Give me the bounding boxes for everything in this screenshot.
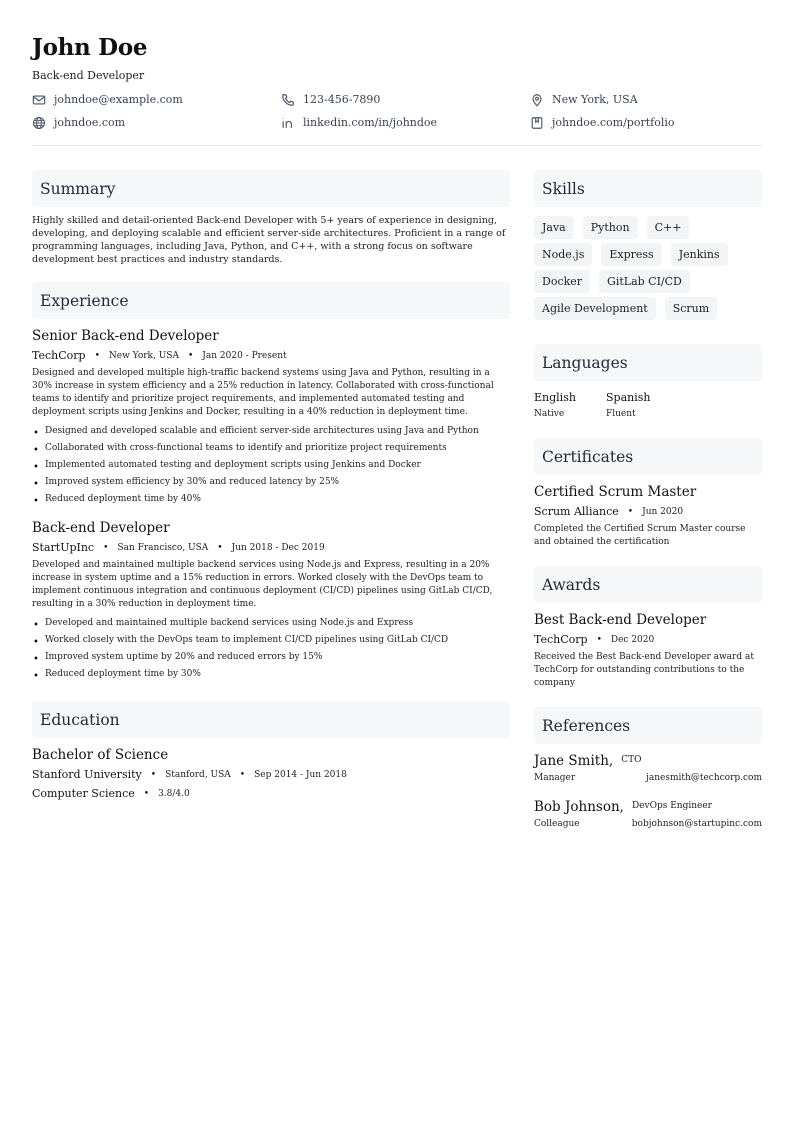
job-entry [32, 327, 510, 508]
section-heading: Languages [534, 344, 762, 381]
reference-email[interactable]: janesmith@techcorp.com [646, 773, 762, 783]
skill-chips [534, 216, 762, 324]
separator-dot: • [143, 789, 150, 799]
job-company: StartUpInc [32, 541, 95, 554]
award-entry [534, 611, 762, 690]
job-entry [32, 519, 510, 683]
separator-dot: • [627, 507, 634, 517]
job-meta [32, 349, 510, 363]
award-description: Received the Best Back-end Developer award at TechCorp for outstanding contributions to the company [534, 652, 754, 688]
list-item: • Reduced deployment time by 40% [32, 491, 510, 508]
job-company: TechCorp [32, 349, 86, 362]
award-issuer: TechCorp [534, 633, 588, 646]
skill-chip: Node.js [534, 243, 592, 266]
skills-section [534, 170, 762, 324]
separator-dot: • [596, 635, 602, 645]
skill-chip: Scrum [665, 297, 717, 320]
section-heading: Certificates [534, 438, 762, 475]
contact-location [530, 92, 762, 107]
award-date: Dec 2020 [610, 635, 655, 645]
job-dates: Jun 2018 - Dec 2019 [231, 543, 325, 553]
language-list [534, 391, 762, 420]
contact-linkedin[interactable] [281, 115, 530, 130]
job-meta [32, 541, 510, 555]
header-divider [32, 145, 762, 146]
side-column [534, 170, 762, 830]
bookmark-icon [530, 116, 544, 130]
certificates-section [534, 438, 762, 549]
section-heading: Experience [32, 282, 510, 319]
language-entry [534, 391, 606, 420]
candidate-title: Back-end Developer [32, 69, 145, 82]
section-heading: Summary [32, 170, 510, 207]
contact-email-text: johndoe@example.com [54, 93, 183, 106]
globe-icon [32, 116, 46, 130]
language-level: Native [534, 409, 565, 419]
reference-details [534, 818, 762, 830]
contact-email[interactable] [32, 92, 281, 107]
reference-name: Bob Johnson, [534, 799, 624, 815]
language-name: Spanish [606, 391, 651, 404]
skill-chip: Agile Development [534, 297, 656, 320]
contact-linkedin-text: linkedin.com/in/johndoe [303, 116, 438, 129]
list-item: • Collaborated with cross-functional teams to identify and prioritize project requirements [32, 440, 510, 457]
education-location: Stanford, USA [165, 770, 231, 780]
section-heading: References [534, 707, 762, 744]
job-title: Senior Back-end Developer [32, 328, 219, 344]
list-item: • Reduced deployment time by 30% [32, 666, 510, 683]
reference-relation: Colleague [534, 819, 580, 829]
certificate-title: Certified Scrum Master [534, 484, 697, 500]
separator-dot: • [103, 543, 109, 553]
reference-header [534, 798, 762, 816]
education-section [32, 701, 510, 801]
main-column [32, 170, 510, 801]
linkedin-icon [281, 116, 295, 130]
skill-chip: GitLab CI/CD [599, 270, 690, 293]
separator-dot: • [217, 543, 223, 553]
summary-section [32, 170, 510, 266]
job-description: Designed and developed multiple high-traffic backend systems using Java and Python, resulting in a 30% increase in system efficiency and a 25% reduction in latency. Collaborated with cross-functional teams to identify and prioritize project requirements, and implemented automated testing and deployment scripts using Jenkins and Docker, resulting in a 40% reduction in deployment time. [32, 368, 494, 417]
education-dates: Sep 2014 - Jun 2018 [254, 770, 347, 780]
references-section [534, 707, 762, 830]
awards-section [534, 566, 762, 690]
job-dates: Jan 2020 - Present [202, 351, 287, 361]
skill-chip: Express [601, 243, 661, 266]
list-item: • Improved system uptime by 20% and reduced errors by 15% [32, 649, 510, 666]
contact-website-text: johndoe.com [54, 116, 126, 129]
education-gpa: 3.8/4.0 [158, 789, 190, 799]
separator-dot: • [239, 770, 246, 780]
contact-phone-text: 123-456-7890 [303, 93, 381, 106]
education-degree: Bachelor of Science [32, 747, 169, 763]
reference-entry [534, 798, 762, 830]
contact-portfolio-text: johndoe.com/portfolio [552, 116, 675, 129]
certificate-entry [534, 483, 762, 549]
reference-role: DevOps Engineer [631, 801, 712, 811]
award-title: Best Back-end Developer [534, 612, 707, 628]
contact-location-text: New York, USA [552, 93, 638, 106]
reference-relation: Manager [534, 773, 576, 783]
award-meta [534, 633, 762, 647]
language-entry [606, 391, 678, 420]
list-item: • Developed and maintained multiple backend services using Node.js and Express [32, 615, 510, 632]
contact-phone[interactable] [281, 92, 530, 107]
job-bullets [32, 615, 510, 683]
section-heading: Awards [534, 566, 762, 603]
contact-website[interactable] [32, 115, 281, 130]
job-location: San Francisco, USA [117, 543, 209, 553]
education-school: Stanford University [32, 768, 142, 781]
certificate-date: Jun 2020 [642, 507, 684, 517]
education-field: Computer Science [32, 787, 135, 800]
languages-section [534, 344, 762, 420]
list-item: • Improved system efficiency by 30% and reduced latency by 25% [32, 474, 510, 491]
skill-chip: C++ [647, 216, 690, 239]
job-title: Back-end Developer [32, 520, 170, 536]
reference-name: Jane Smith, [534, 753, 614, 769]
summary-text: Highly skilled and detail-oriented Back-end Developer with 5+ years of experience in designing, developing, and deploying scalable and efficient server-side architectures. Proficient in a range of programming languages, including Java, Python, and C++, with a strong focus on software development best practices and industry standards. [32, 215, 506, 265]
section-heading: Education [32, 701, 510, 738]
candidate-name: John Doe [32, 34, 148, 61]
list-item: • Designed and developed scalable and efficient server-side architectures using Java and Python [32, 423, 510, 440]
separator-dot: • [94, 351, 100, 361]
experience-section [32, 282, 510, 683]
job-location: New York, USA [108, 351, 179, 361]
resume-page [32, 34, 762, 829]
certificate-description: Completed the Certified Scrum Master course and obtained the certification [534, 524, 746, 547]
education-field-meta [32, 787, 510, 801]
contact-grid [32, 92, 762, 130]
reference-email[interactable]: bobjohnson@startupinc.com [631, 819, 762, 829]
section-heading: Skills [534, 170, 762, 207]
skill-chip: Java [534, 216, 574, 239]
reference-details [534, 772, 762, 784]
language-level: Fluent [606, 409, 636, 419]
education-entry [32, 746, 510, 801]
reference-role: CTO [621, 755, 642, 765]
separator-dot: • [150, 770, 157, 780]
skill-chip: Python [583, 216, 638, 239]
separator-dot: • [187, 351, 194, 361]
resume-header [32, 34, 762, 146]
reference-entry [534, 752, 762, 784]
language-name: English [534, 391, 576, 404]
skill-chip: Jenkins [671, 243, 728, 266]
certificate-issuer: Scrum Alliance [534, 505, 619, 518]
job-bullets [32, 423, 510, 508]
phone-icon [281, 93, 295, 107]
job-description: Developed and maintained multiple backend services using Node.js and Express, resulting in a 20% increase in system uptime and a 15% reduction in errors. Worked closely with the DevOps team to implement continuous integration and continuous deployment (CI/CD) pipelines using GitLab CI/CD, resulting in a 30% reduction in deployment time. [32, 560, 493, 609]
skill-chip: Docker [534, 270, 590, 293]
education-meta [32, 768, 510, 782]
reference-header [534, 752, 762, 770]
list-item: • Implemented automated testing and deployment scripts using Jenkins and Docker [32, 457, 510, 474]
list-item: • Worked closely with the DevOps team to implement CI/CD pipelines using GitLab CI/CD [32, 632, 510, 649]
certificate-meta [534, 505, 762, 519]
mail-icon [32, 93, 46, 107]
map-pin-icon [530, 93, 544, 107]
contact-portfolio[interactable] [530, 115, 762, 130]
